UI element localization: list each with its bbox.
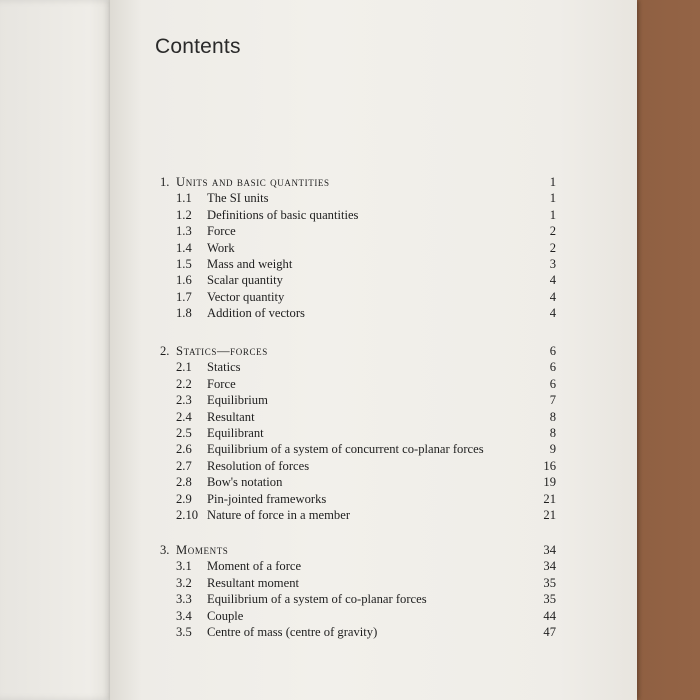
section-number: 3.2 bbox=[176, 575, 192, 590]
section-page: 21 bbox=[543, 508, 556, 522]
section-page: 8 bbox=[549, 409, 556, 424]
section-entry bbox=[0, 409, 700, 425]
section-entry bbox=[0, 392, 700, 408]
section-entry bbox=[0, 591, 700, 607]
section-page: 47 bbox=[543, 625, 556, 639]
section-title: Resolution of forces bbox=[207, 458, 310, 473]
section-title: Force bbox=[207, 224, 236, 239]
section-title: Centre of mass (centre of gravity) bbox=[207, 625, 378, 639]
section-number: 1.7 bbox=[176, 289, 192, 304]
section-number: 2.6 bbox=[176, 442, 192, 457]
chapter-heading bbox=[0, 174, 700, 190]
section-number: 2.9 bbox=[176, 491, 192, 506]
section-entry bbox=[0, 256, 700, 272]
section-number: 1.6 bbox=[176, 273, 192, 288]
section-title: Statics bbox=[207, 360, 241, 375]
section-number: 2.7 bbox=[176, 458, 192, 473]
section-title: Resultant bbox=[207, 409, 255, 424]
section-title: Force bbox=[207, 376, 236, 391]
section-title: Resultant moment bbox=[207, 575, 299, 590]
chapter-heading bbox=[0, 542, 700, 558]
section-title: Moment of a force bbox=[207, 559, 302, 574]
section-entry bbox=[0, 624, 700, 640]
page-title: Contents bbox=[155, 35, 241, 58]
section-entry bbox=[0, 272, 700, 288]
section-title: Nature of force in a member bbox=[207, 508, 351, 522]
chapter-title: Moments bbox=[176, 543, 229, 557]
section-number: 2.3 bbox=[176, 393, 192, 408]
section-page: 34 bbox=[543, 559, 556, 574]
section-page: 6 bbox=[549, 360, 556, 375]
chapter-number: 2. bbox=[160, 344, 170, 358]
section-page: 4 bbox=[549, 273, 556, 288]
section-page: 2 bbox=[549, 224, 556, 239]
section-page: 1 bbox=[549, 191, 556, 206]
section-entry bbox=[0, 190, 700, 206]
section-entry bbox=[0, 289, 700, 305]
section-page: 4 bbox=[549, 306, 556, 321]
section-number: 2.10 bbox=[176, 508, 199, 522]
chapter-title: Statics—forces bbox=[176, 344, 268, 358]
section-number: 2.2 bbox=[176, 376, 192, 391]
section-title: Vector quantity bbox=[207, 289, 285, 304]
section-number: 3.3 bbox=[176, 592, 192, 607]
section-title: Equilibrant bbox=[207, 426, 264, 440]
section-page: 21 bbox=[543, 491, 556, 506]
section-entry bbox=[0, 240, 700, 256]
section-number: 3.1 bbox=[176, 559, 192, 574]
section-title: Couple bbox=[207, 608, 244, 623]
section-title: Equilibrium bbox=[207, 393, 268, 408]
section-number: 2.5 bbox=[176, 426, 192, 440]
section-number: 3.5 bbox=[176, 625, 192, 639]
section-entry bbox=[0, 474, 700, 490]
section-number: 3.4 bbox=[176, 608, 192, 623]
section-title: Pin-jointed frameworks bbox=[207, 491, 327, 506]
section-number: 1.4 bbox=[176, 240, 192, 255]
chapter-page: 34 bbox=[543, 543, 556, 557]
section-entry bbox=[0, 305, 700, 321]
section-title: Equilibrium of a system of co-planar forces bbox=[207, 592, 427, 607]
chapter-number: 3. bbox=[160, 543, 170, 557]
section-entry bbox=[0, 575, 700, 591]
section-title: Scalar quantity bbox=[207, 273, 283, 288]
section-page: 3 bbox=[549, 257, 556, 271]
section-number: 2.8 bbox=[176, 475, 192, 490]
section-number: 2.1 bbox=[176, 360, 192, 375]
section-entry bbox=[0, 223, 700, 239]
section-entry bbox=[0, 441, 700, 457]
section-page: 2 bbox=[549, 240, 556, 255]
section-number: 1.8 bbox=[176, 306, 192, 321]
section-page: 16 bbox=[543, 458, 556, 473]
section-entry bbox=[0, 558, 700, 574]
section-entry bbox=[0, 207, 700, 223]
section-title: Bow's notation bbox=[207, 475, 283, 490]
section-entry bbox=[0, 491, 700, 507]
section-number: 1.5 bbox=[176, 257, 192, 271]
chapter-page: 1 bbox=[549, 175, 556, 189]
section-number: 2.4 bbox=[176, 409, 192, 424]
section-page: 19 bbox=[543, 475, 556, 490]
section-title: The SI units bbox=[207, 191, 269, 206]
chapter-heading bbox=[0, 343, 700, 359]
section-page: 4 bbox=[549, 289, 556, 304]
section-page: 9 bbox=[549, 442, 556, 457]
section-title: Equilibrium of a system of concurrent co-planar forces bbox=[207, 442, 484, 457]
section-page: 35 bbox=[543, 592, 556, 607]
chapter-page: 6 bbox=[549, 344, 556, 358]
section-title: Definitions of basic quantities bbox=[207, 207, 359, 222]
section-entry bbox=[0, 608, 700, 624]
section-page: 1 bbox=[549, 207, 556, 222]
section-number: 1.3 bbox=[176, 224, 192, 239]
section-entry bbox=[0, 507, 700, 523]
section-entry bbox=[0, 376, 700, 392]
section-page: 44 bbox=[543, 608, 556, 623]
section-page: 7 bbox=[549, 393, 556, 408]
section-page: 35 bbox=[543, 575, 556, 590]
section-number: 1.2 bbox=[176, 207, 192, 222]
section-entry bbox=[0, 425, 700, 441]
chapter-title: Units and basic quantities bbox=[176, 175, 330, 189]
section-title: Addition of vectors bbox=[207, 306, 305, 321]
section-title: Work bbox=[207, 240, 235, 255]
section-page: 8 bbox=[549, 426, 556, 440]
section-entry bbox=[0, 359, 700, 375]
section-entry bbox=[0, 458, 700, 474]
chapter-number: 1. bbox=[160, 175, 170, 189]
section-page: 6 bbox=[549, 376, 556, 391]
section-number: 1.1 bbox=[176, 191, 192, 206]
section-title: Mass and weight bbox=[207, 257, 293, 271]
